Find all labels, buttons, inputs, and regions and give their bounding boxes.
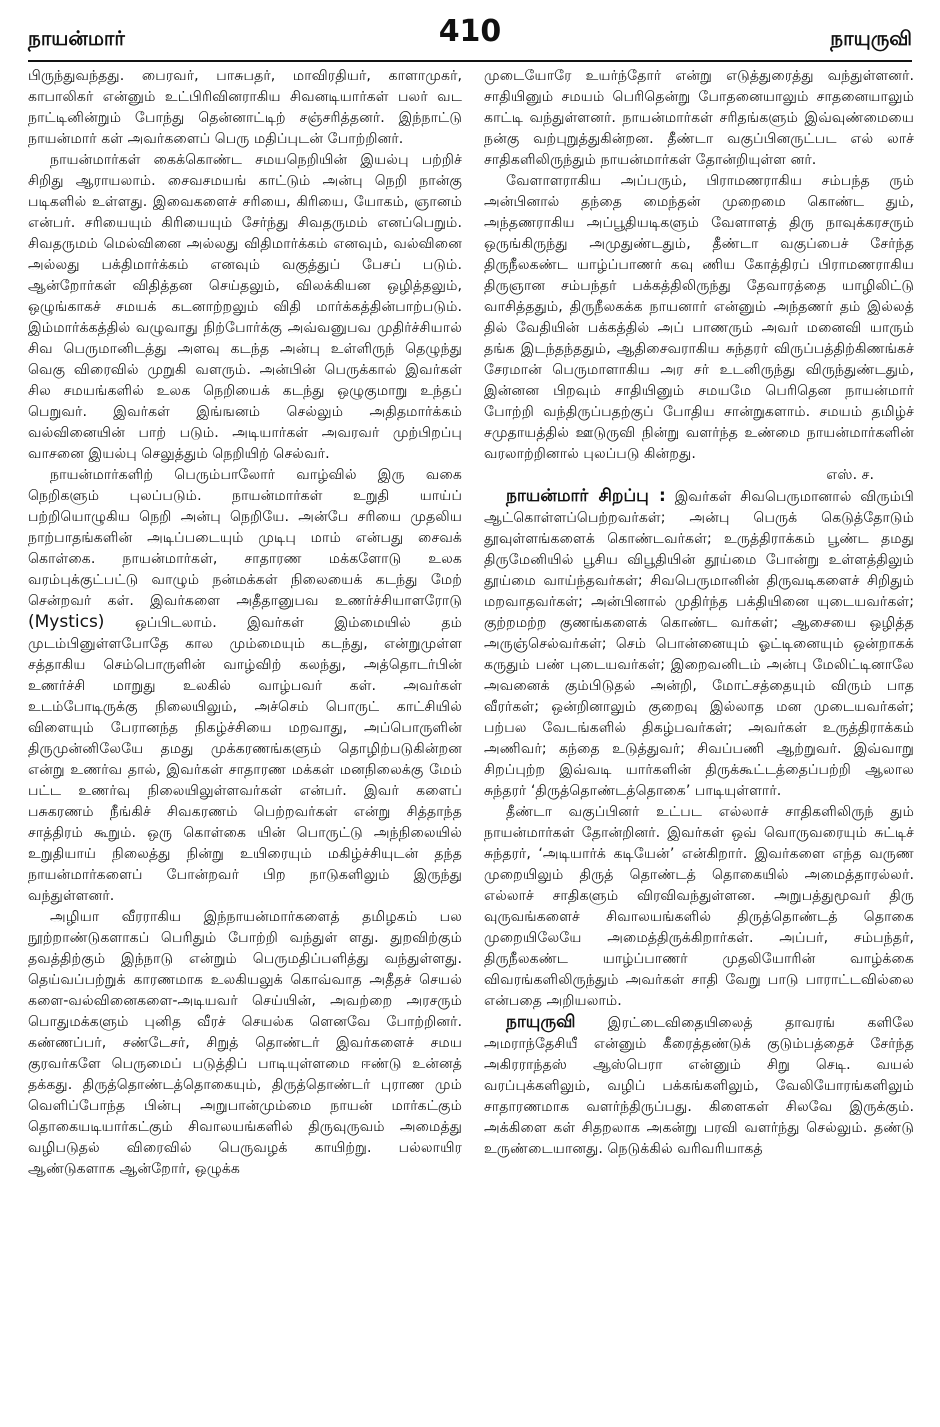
paragraph: நாயன்மார்கள் கைக்கொண்ட சமயநெறியின் இயல்பு பற்றிச் சிறிது ஆராயலாம். சைவசமயங் காட்டும் அன்பு நெறி நான்கு படிகளில் உள்ளது. இவைகளைச் சரியை, கிரியை, யோகம், ஞானம் என்பர். சரியையும் கிரியையும் சேர்ந்து சிவதருமம் எனப்பெறும். சிவதருமம் மெல்வினை அல்லது விதிமார்க்கம் எனவும், வல்வினை அல்லது பக்திமார்க்கம் எனவும் வகுத்துப் பேசப் படும். ஆன்றோர்கள் விதித்தன செய்தலும், விலக்கியன ஒழித்தலும், ஒழுங்காகச் சமயக் கடனாற்றலும் விதி மார்க்கத்தின்பாற்படும். இம்மார்க்கத்தில் வழுவாது நிற்போர்க்கு அவ்வனுபவ முதிர்ச்சியால் சிவ பெருமானிடத்து அளவு கடந்த அன்பு உள்ளிருந் தெழுந்து வெகு விரைவில் முறுகி வளரும். அன்பின் பெருக்கால் இவர்கள் சில சமயங்களில் உலக நெறியைக் கடந்து ஒழுகுமாறு உந்தப் பெறுவர். இவர்கள் இங்ஙனம் செல்லும் அதிதமார்க்கம் வல்வினையின் பாற் படும். அடியார்கள் அவரவர் முற்பிறப்பு வாசனை இயல்பு செலுத்தும் நெறியிற் செல்வர். <box>28 152 462 462</box>
page-header <box>28 8 912 56</box>
paragraph: வேளாளராகிய அப்பரும், பிராமணராகிய சம்பந்த ரும் அன்பினால் தந்தை மைந்தன் முறைமை கொண்ட தும், அந்தணராகிய அப்பூதியடிகளும் வேளாளத் திரு நாவுக்கரசரும் ஒருங்கிருந்து அமுதுண்டதும், தீண்டா வகுப்பைச் சேர்ந்த திருநீலகண்ட யாழ்ப்பாணர் கவு ணிய கோத்திரப் பிராமணராகிய திருஞான சம்பந்தர் பக்கத்திலிருந்து தேவாரத்தை யாழிலிட்டு வாசித்ததும், திருநீலகக்க நாயனார் என்னும் அந்தணர் தம் இல்லத் தில் வேதியின் பக்கத்தில் அப் பாணரும் அவர் மனைவி யாரும் தங்க இடந்தந்ததும், ஆதிசைவராகிய சுந்தரர் விருப்பத்திற்கிணங்கச் சேரமான் பெருமாளாகிய அர சர் உடனிருந்து விருந்துண்டதும், இன்னன பிறவும் சாதியினும் சமயமே பெரிதென நாயன்மார் போற்றி வந்திருப்பதற்குப் போதிய சான்றுகளாம். சமயம் தமிழ்ச் சமுதாயத்தில் ஊடுருவி நின்று வளர்ந்த உண்மை நாயன்மார்களின் வரலாற்றினால் புலப்படு கின்றது. <box>484 173 914 462</box>
paragraph-text: நாயன்மார்களிற் பெரும்பாலோர் வாழ்வில் இரு வகை நெறிகளும் புலப்படும். நாயன்மார்கள் உறுதி யாய்ப் பற்றியொழுகிய நெறி அன்பு நெறியே. அன்பே சரியை முதலிய நாற்பாதங்களின் அடிப்படையும் முடிபு மாம் என்பது சைவக் கொள்கை. நாயன்மார்கள், சாதாரண மக்களோடு உலக வரம்புக்குட்பட்டு வாழும் நன்மக்கள் நிலையைக் கடந்து மேற் சென்றவர் கள். இவர்களை அதீதானுபவ உணர்ச்சியாளரோடு <box>28 467 462 609</box>
running-head-right: நாயுருவி <box>830 26 912 50</box>
mystics-term: (Mystics) <box>28 612 105 632</box>
paragraph: தீண்டா வகுப்பினர் உட்பட எல்லாச் சாதிகளிலிருந் தும் நாயன்மார்கள் தோன்றினர். இவர்கள் ஒவ் வொருவரையும் சுட்டிச் சுந்தரர், ‘அடியார்க் கடியேன்’ என்கிறார். இவர்களை எந்த வருண முறையிலும் திருத் தொண்டத் தொகையில் அமைத்தாரல்லர். எல்லாச் சாதிகளும் விரவிவந்துள்ளன. அறுபத்துமூவர் திரு வுருவங்களைச் சிவாலயங்களில் திருத்தொண்டத் தொகை முறையிலேயே அமைத்திருக்கிறார்கள். அப்பர், சம்பந்தர், திருநீலகண்ட யாழ்ப்பாணர் முதலியோரின் வாழ்க்கை விவரங்களிலிருந்தும் அவர்கள் சாதி வேறு பாடு பாராட்டவில்லை என்பதை அறியலாம். <box>484 804 914 1009</box>
running-head-left: நாயன்மார் <box>28 26 125 50</box>
section-text: இவர்கள் சிவபெருமானால் விரும்பி ஆட்கொள்ளப்பெற்றவர்கள்; அன்பு பெருக் கெடுத்தோடும் தூவுள்ளங்களைக் கொண்டவர்கள்; உருத்திராக்கம் பூண்ட தமது திருமேனியில் பூசிய விபூதியின் தூய்மை போன்று உள்ளத்திலும் தூய்மை வாய்ந்தவர்கள்; சிவபெருமானின் திருவடிகளைச் சிறிதும் மறவாதவர்கள்; அன்பினால் முதிர்ந்த பக்தியினை யுடையவர்கள்; குற்றமற்ற குணங்களைக் கொண்ட வர்கள்; ஆசையை ஒழித்த அருஞ்செல்வர்கள்; செம் பொன்னையும் ஓட்டினையும் ஒன்றாகக் கருதும் பண் புடையவர்கள்; இறைவனிடம் அன்பு மேலிட்டினாலே அவனைக் கும்பிடுதல் அன்றி, மோட்சத்தையும் விரும் பாத வீரர்கள்; ஒன்றினாலும் குறைவு இல்லாத மன முடையவர்கள்; பற்பல வேடங்களில் திகழ்பவர்கள்; அவர்கள் உருத்திராக்கம் அணிவர்; கந்தை உடுத்துவர்; சிவப்பணி ஆற்றுவர். இவ்வாறு சிறப்புற்ற இவ்வடி யார்களின் திருக்கூட்டத்தைப்பற்றி ஆலால சுந்தரர் ‘திருத்தொண்டத்தொகை’ பாடியுள்ளார். <box>484 489 914 799</box>
paragraph: முடையோரே உயர்ந்தோர் என்று எடுத்துரைத்து வந்துள்ளனர். சாதியினும் சமயம் பெரிதென்று போதனையாலும் சாதனையாலும் காட்டி வந்துள்ளனர். நாயன்மார்கள் சரிதங்களும் இவ்வுண்மையை நன்கு வற்புறுத்துகின்றன. தீண்டா வகுப்பினருட்பட எல் லாச் சாதிகளிலிருந்தும் நாயன்மார்கள் தோன்றியுள்ள னர். <box>484 68 914 168</box>
right-column <box>484 66 914 1411</box>
paragraph-text: ஒப்பிடலாம். இவர்கள் இம்மையில் தம் முடம்பினுள்ளபோதே கால மும்மையும் கடந்து, என்றுமுள்ள சத்தாகிய செம்பொருளின் வாழ்விற் கலந்து, அத்தொடர்பின் உணர்ச்சி மாறுது உலகில் வாழ்பவர் கள். அவர்கள் உடம்போடிருக்கு நிலையிலும், அச்செம் பொருட் காட்சியில் விளையும் பேரானந்த நிகழ்ச்சியை மறவாது, அப்பொருளின் திருமுன்னிலேயே தமது முக்கரணங்களும் தொழிற்படுகின்றன என்று உணர்வ தால், இவர்கள் சாதாரண மக்கள் மனநிலைக்கு மேம் பட்ட உணர்வு நிலையிலுள்ளவர்கள் என்பர். இவர் களைப் பசுகரணம் நீங்கிச் சிவகரணம் பெற்றவர்கள் என்று சித்தாந்த சாத்திரம் கூறும். ஒரு கொள்கை யின் பொருட்டு அந்நிலையில் உறுதியாய் நிலைத்து நின்று உயிரையும் மகிழ்ச்சியுடன் தந்த நாயன்மார்களைப் போன்றவர் பிற நாடுகளிலும் இருந்து வந்துள்ளனர். <box>28 615 462 904</box>
paragraph: அழியா வீரராகிய இந்நாயன்மார்களைத் தமிழகம் பல நூற்றாண்டுகளாகப் பெரிதும் போற்றி வந்துள் ளது. துறவிற்கும் தவத்திற்கும் இந்நாடு என்றும் பெருமதிப்பளித்து வந்துள்ளது. தெய்வப்பற்றுக் காரணமாக உலகியலுக் கொவ்வாத அதீதச் செயல் களை-வல்வினைகளை-அடியவர் செய்யின், அவற்றை அரசரும் பொதுமக்களும் புனித வீரச் செயல்க ளெனவே போற்றினர். கண்ணப்பர், சண்டேசர், சிறுத் தொண்டர் இவர்களைச் சமய குரவர்களே பெருமைப் படுத்திப் பாடியுள்ளமை ஈண்டு உன்னத் தக்கது. திருத்தொண்டத்தொகையும், திருத்தொண்டர் புராண மும் வெளிப்போந்த பின்பு அறுபான்மும்மை நாயன் மார்கட்கும் தொகையடியார்கட்கும் சிவாலயங்களில் திருவுருவம் அமைத்து வழிபடுதல் விரைவில் பெருவழக் காயிற்று. பல்லாயிர ஆண்டுகளாக ஆன்றோர், ஒழுக்க <box>28 909 462 1177</box>
left-column <box>28 66 462 1411</box>
entry-text: இரட்டைவிதையிலைத் தாவரங் களிலே அமராந்தேசியீ என்னும் கீரைத்தண்டுக் குடும்பத்தைச் சேர்ந்த அகிரராந்தஸ் ஆஸ்பெரா என்னும் சிறு செடி. வயல் வரப்புக்களிலும், வழிப் பக்கங்களிலும், வேலியோரங்களிலும் சாதாரணமாக வளர்ந்திருப்பது. கிளைகள் சிலவே இருக்கும். அக்கிளை கள் சிதறலாக அகன்று பரவி வளர்ந்து செல்லும். தண்டு உருண்டையானது. நெடுக்கில் வரிவரியாகத் <box>484 1015 914 1157</box>
section-nayanmar-sirappu <box>484 486 914 802</box>
header-rule <box>28 60 912 62</box>
paragraph <box>28 465 462 907</box>
page-number: 410 <box>438 14 502 49</box>
entry-nayuruvi <box>484 1012 914 1160</box>
author-initials: எஸ். ச. <box>826 467 874 483</box>
section-heading: நாயன்மார் சிறப்பு : <box>506 486 666 506</box>
entry-heading: நாயுருவி <box>506 1012 576 1032</box>
paragraph: பிருந்துவந்தது. பைரவர், பாசுபதர், மாவிரதியர், காளாமுகர், காபாலிகர் என்னும் உட்பிரிவினராகிய சிவனடியார்கள் பலர் வட நாட்டினின்றும் போந்து தென்னாட்டிற் சஞ்சரித்தனர். இந்நாட்டு நாயன்மார் கள் அவர்களைப் பெரு மதிப்புடன் போற்றினர். <box>28 68 462 147</box>
